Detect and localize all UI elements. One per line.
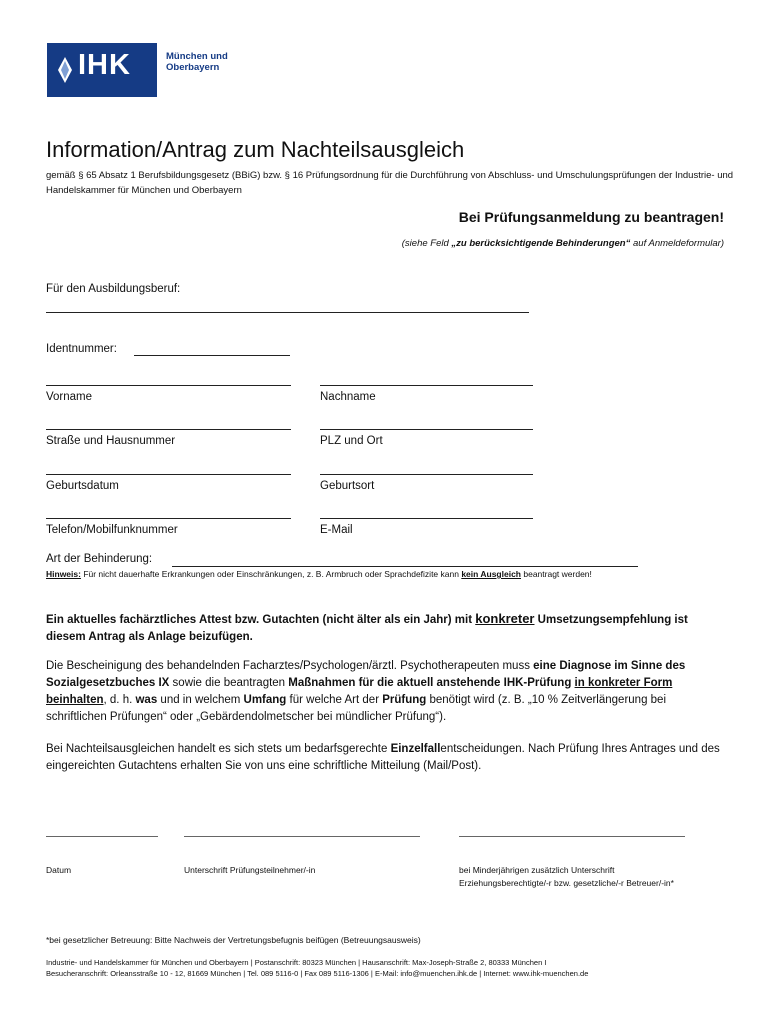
vorname-label: Vorname bbox=[46, 391, 93, 403]
certificate-paragraph: Die Bescheinigung des behandelnden Facharztes/Psychologen/ärztl. Psychotherapeuten muss eine Diagnose im Sinne des Sozialgesetzbuches IX sowie die beantragten Maßnahmen für die aktuell anstehende IHK-Prüfung in konkreter Form beinhalten, d. h. was und in welchem Umfang für welche Art der Prüfung benötigt wird (z. B. „10 % Zeitverlängerung bei schriftlichen Prüfungen“ oder „Gebärdendolmetscher bei mündlicher Prüfung“). bbox=[46, 660, 686, 723]
logo-abbr: IHK bbox=[78, 49, 131, 81]
footer-line1: Industrie- und Handelskammer für München und Oberbayern | Postanschrift: 80323 München | Hausanschrift: Max-Joseph-Straße 2, 80333 München I bbox=[46, 958, 547, 967]
disability-input-line[interactable] bbox=[172, 552, 638, 567]
page-footer bbox=[46, 957, 736, 979]
notice-headline: Bei Prüfungsanmeldung zu beantragen! bbox=[458, 209, 724, 225]
phone-input-line[interactable] bbox=[46, 505, 291, 519]
notice-reference: (siehe Feld „zu berücksichtigende Behinderungen“ auf Anmeldeformular) bbox=[401, 238, 724, 249]
identnumber-input-line[interactable] bbox=[134, 340, 290, 356]
date-signature-line[interactable] bbox=[46, 836, 158, 837]
logo-subtitle bbox=[166, 51, 256, 73]
email-label: E-Mail bbox=[320, 524, 353, 536]
birthdate-input-line[interactable] bbox=[46, 461, 291, 475]
profession-label: Für den Ausbildungsberuf: bbox=[46, 283, 181, 295]
nachname-label: Nachname bbox=[320, 391, 376, 403]
document-subtitle: gemäß § 65 Absatz 1 Berufsbildungsgesetz (BBiG) bzw. § 16 Prüfungsordnung für die Durchführung von Abschluss- und Umschulungsprüfungen der Industrie- und Handelskammer für München und Oberbayern bbox=[46, 170, 734, 196]
document-title: Information/Antrag zum Nachteilsausgleich bbox=[46, 137, 465, 162]
participant-signature-label: Unterschrift Prüfungsteilnehmer/-in bbox=[184, 865, 316, 875]
birthdate-label: Geburtsdatum bbox=[46, 480, 119, 492]
plz-input-line[interactable] bbox=[320, 416, 533, 430]
date-label: Datum bbox=[46, 865, 72, 875]
vorname-input-line[interactable] bbox=[46, 372, 291, 386]
attest-requirement: Ein aktuelles fachärztliches Attest bzw. Gutachten (nicht älter als ein Jahr) mit konkreter Umsetzungsempfehlung ist diesem Antrag als Anlage beizufügen. bbox=[46, 611, 688, 643]
guardian-signature-label: bei Minderjährigen zusätzlich Unterschrift Erziehungsberechtigte/-r bzw. gesetzliche/-r Betreuer/-in* bbox=[459, 865, 674, 888]
street-input-line[interactable] bbox=[46, 416, 291, 430]
birthplace-input-line[interactable] bbox=[320, 461, 533, 475]
phone-label: Telefon/Mobilfunknummer bbox=[46, 524, 178, 536]
birthplace-label: Geburtsort bbox=[320, 480, 375, 492]
disability-hint: Hinweis: Für nicht dauerhafte Erkrankungen oder Einschränkungen, z. B. Armbruch oder Sprachdefizite kann kein Ausgleich beantragt werden! bbox=[46, 569, 592, 579]
street-label: Straße und Hausnummer bbox=[46, 435, 176, 447]
decision-paragraph: Bei Nachteilsausgleichen handelt es sich stets um bedarfsgerechte Einzelfallentscheidungen. Nach Prüfung Ihres Antrages und des eingereichten Gutachtens erhalten Sie von uns eine schriftliche Mitteilung (Mail/Post). bbox=[46, 743, 720, 772]
logo-line1: München und bbox=[166, 51, 228, 62]
email-input-line[interactable] bbox=[320, 505, 533, 519]
profession-input-line[interactable] bbox=[46, 312, 529, 313]
diamond-logo-icon bbox=[58, 57, 72, 83]
identnumber-label: Identnummer: bbox=[46, 343, 117, 355]
footnote: *bei gesetzlicher Betreuung: Bitte Nachweis der Vertretungsbefugnis beifügen (Betreuungsausweis) bbox=[46, 935, 421, 945]
nachname-input-line[interactable] bbox=[320, 372, 533, 386]
disability-label: Art der Behinderung: bbox=[46, 553, 153, 565]
logo-line2: Oberbayern bbox=[166, 62, 220, 73]
footer-line2: Besucheranschrift: Orleansstraße 10 - 12, 81669 München | Tel. 089 5116-0 | Fax 089 5116-1306 | E-Mail: info@muenchen.ihk.de | Internet: www.ihk-muenchen.de bbox=[46, 969, 589, 978]
participant-signature-line[interactable] bbox=[184, 836, 420, 837]
guardian-signature-line[interactable] bbox=[459, 836, 685, 837]
plz-label: PLZ und Ort bbox=[320, 435, 383, 447]
